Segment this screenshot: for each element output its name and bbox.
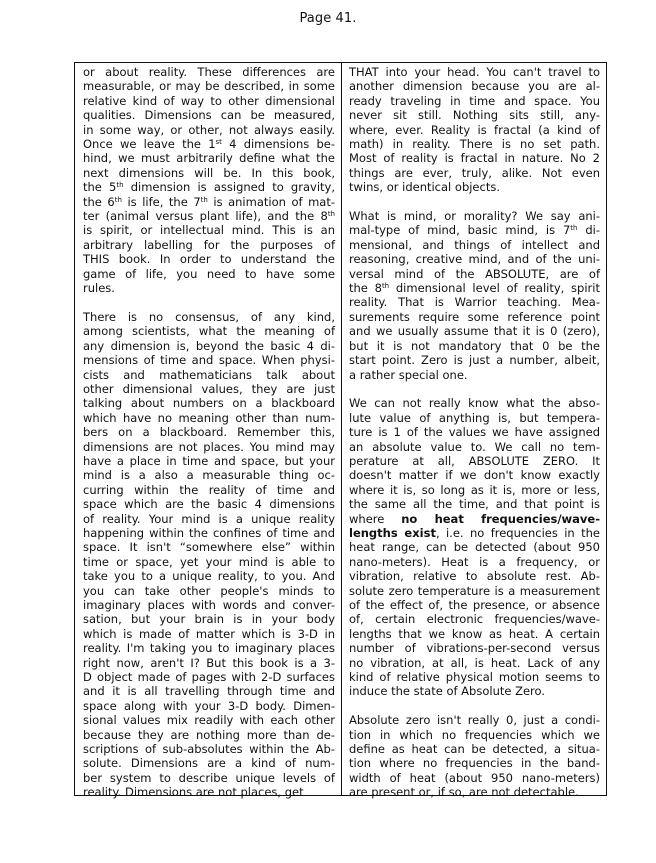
left-column [75,63,342,800]
text-line: an absolute value to. We call no tem- [349,439,600,454]
text-line: never sit still. Nothing sits still, any- [349,108,600,123]
text-line: other dimensional values, they are just [83,381,335,396]
text-line: mensional, and things of intellect and [349,237,600,252]
paragraph [349,396,600,699]
text-line: mensions of time and space. When physi- [83,353,335,368]
paragraph [349,65,600,195]
ordinal-superscript: th [200,195,208,204]
text-line: are present or, if so, are not detectable. [349,785,579,800]
text-line: heat range, can be detected (about 950 [349,540,600,555]
text-line: of the effect of, the presence, or absence [349,598,600,612]
text-line: the 8th dimensional level of reality, spirit [349,281,600,296]
page-number: Page 41. [299,11,357,26]
text-line: ter (animal versus plant life), and the 8th [83,209,335,224]
text-line: where it is, so long as it is, more or less, [349,482,600,497]
text-line: space along with your 3-D body. Dimen- [83,698,335,713]
text-line: tion where no frequencies in the band- [349,756,600,771]
text-line: the 6th is life, the 7th is animation of mat- [83,194,335,209]
right-column [342,63,606,800]
text-line: ber system to describe unique levels of [83,770,335,785]
text-line: another dimension because you are al- [349,79,600,94]
two-column-text-frame [74,62,607,800]
text-line: because they are nothing more than de- [83,727,335,742]
text-line: number of vibrations-per-second versus [349,641,600,656]
text-line: arbitrary labelling for the purposes of [83,237,335,252]
ordinal-superscript: th [570,224,578,233]
text-line: nano-meters). Heat is a frequency, or [349,554,600,569]
text-line: among scientists, what the meaning of [83,324,335,339]
text-line: rules. [83,281,115,296]
text-line: of, certain electronic frequencies/wave- [349,612,600,627]
text-line: doesn't matter if we don't know exactly [349,468,600,483]
text-line: things are ever, truly, alike. Not even [349,165,600,180]
text-line: THAT into your head. You can't travel to [349,65,600,79]
text-line: versal mind of the ABSOLUTE, are of [349,266,600,281]
text-line: which is made of matter which is 3-D in [83,626,335,641]
text-line: lengths that we know as heat. A certain [349,626,600,641]
text-line: vibration, relative to absolute rest. Ab- [349,569,600,584]
text-line: the same all the time, and that point is [349,497,600,512]
text-line: reality. I'm taking you to imaginary places [83,641,335,656]
text-line: where, ever. Reality is fractal (a kind of [349,122,600,137]
text-line: where no heat frequencies/wave- [349,511,600,526]
text-line: mal-type of mind, basic mind, is 7th di- [349,223,600,238]
text-line: reasoning, creative mind, and of the uni- [349,252,600,267]
text-line: dimensions are not places. You mind may [83,439,335,454]
text-line: mind is a also a measurable thing oc- [83,468,335,483]
ordinal-superscript: th [381,282,390,291]
text-line: width of heat (about 950 nano-meters) [349,770,600,785]
text-line: bers on a blackboard. Remember this, [83,425,335,440]
text-line: sation, but your brain is in your body [83,612,335,627]
text-line: sional values mix readily with each other [83,713,335,728]
text-line: imaginary places with words and conver- [83,598,335,613]
paragraph [83,65,335,296]
text-line: right now, aren't I? But this book is a 3- [83,655,335,670]
text-line: the 5th dimension is assigned to gravity, [83,180,335,195]
text-line: ture is 1 of the values we have assigned [349,425,600,440]
text-line: solute zero temperature is a measurement [349,583,600,598]
text-line: space which are the basic 4 dimensions [83,497,335,512]
text-line: a rather special one. [349,367,468,382]
text-line: take you to a unique reality, to you. And [83,569,335,584]
text-line: start point. Zero is just a number, albeit, [349,353,600,368]
text-line: talking about numbers on a blackboard [83,396,335,411]
text-line: There is no consensus, of any kind, [83,309,335,324]
text-line: curring within the reality of time and [83,482,335,497]
text-line: Most of reality is fractal in nature. No 2 [349,151,600,166]
text-line: tion in which no frequencies which we [349,727,600,742]
text-line: reality. That is Warrior teaching. Mea- [349,295,600,310]
ordinal-superscript: th [114,195,122,204]
ordinal-superscript: st [215,138,222,147]
text-line: but it is not mandatory that 0 be the [349,338,600,353]
text-line: What is mind, or morality? We say ani- [349,209,600,224]
text-line: in some way, or other, not always easily. [83,122,335,137]
text-line: measurable, or may be described, in some [83,79,335,94]
ordinal-superscript: th [116,181,124,190]
text-line: space. It isn't “somewhere else” within [83,540,335,555]
text-line: We can not really know what the abso- [349,396,600,411]
text-line: no vibration, at all, is heat. Lack of any [349,655,600,670]
paragraph [83,310,335,800]
text-line: lengths exist, i.e. no frequencies in the [349,525,600,540]
text-line: kind of relative physical motion seems to [349,670,600,685]
text-line: time or space, yet your mind is able to [83,554,335,569]
text-line: you can take other people's minds to [83,583,335,598]
text-line: math) in reality. There is no set path. [349,137,600,152]
text-line: induce the state of Absolute Zero. [349,684,546,699]
ordinal-superscript: th [327,210,335,219]
text-line: next dimensions will be. In this book, [83,165,335,180]
text-line: qualities. Dimensions can be measured, [83,108,335,123]
text-line: Absolute zero isn't really 0, just a condi- [349,713,600,728]
text-line: solute. Dimensions are a kind of num- [83,756,335,771]
text-line: scriptions of sub-absolutes within the Ab- [83,742,335,757]
text-line: Once we leave the 1st 4 dimensions be- [83,137,336,152]
text-line: happening within the confines of time and [83,525,335,540]
text-line: is spirit, or intellectual mind. This is an [83,223,335,238]
text-line: which have no meaning other than num- [83,410,335,425]
text-line: of reality. Your mind is a unique reality [83,511,335,526]
text-line: cists and mathematicians talk about [83,367,335,382]
text-line: define as heat can be detected, a situa- [349,742,600,757]
text-line: lute value of anything is, but tempera- [349,410,600,425]
text-line: have a place in time and space, but your [83,453,335,468]
text-line: perature at all, ABSOLUTE ZERO. It [349,453,600,468]
text-line: D object made of pages with 2-D surfaces [83,670,335,685]
text-line: ready traveling in time and space. You [349,93,600,108]
paragraph [349,713,600,799]
text-line: twins, or identical objects. [349,180,500,195]
text-line: game of life, you need to have some [83,266,335,281]
text-line: reality. Dimensions are not places, get [83,785,304,800]
text-line: or about reality. These differences are [83,65,335,79]
paragraph [349,209,600,382]
text-line: THIS book. In order to understand the [83,252,335,267]
text-line: relative kind of way to other dimensional [83,93,335,108]
bold-emphasis: no heat frequencies/wave- [401,511,600,526]
text-line: surements require some reference point [349,309,600,324]
text-line: any dimension is, beyond the basic 4 di- [83,338,335,353]
text-line: and it is all travelling through time and [83,684,335,699]
text-line: and we usually assume that it is 0 (zero), [349,324,600,339]
text-line: hind, we must arbitrarily define what the [83,151,335,166]
bold-emphasis: lengths exist [349,525,436,540]
